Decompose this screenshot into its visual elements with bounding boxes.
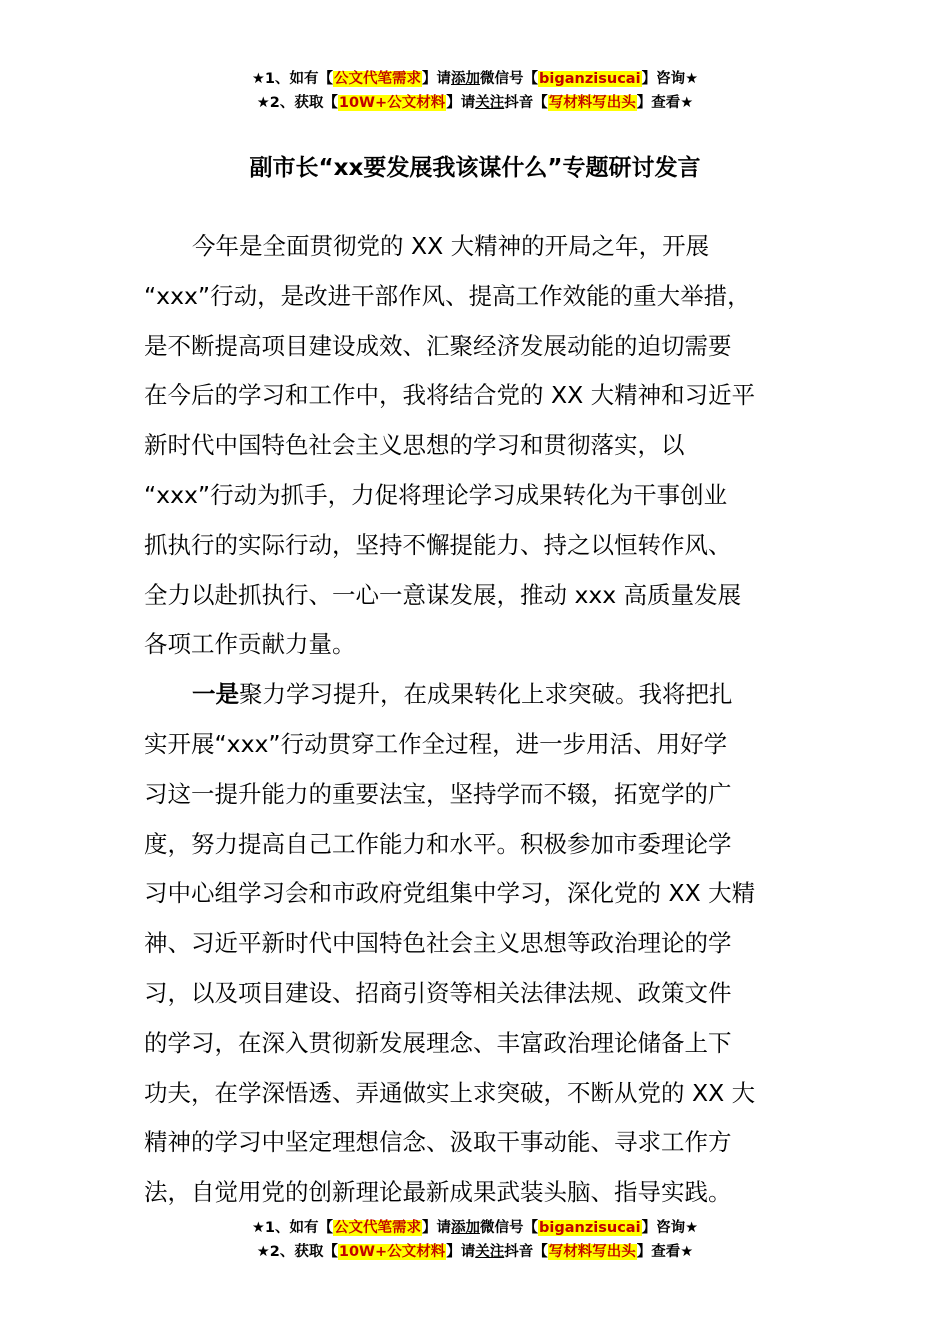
highlight-service: 公文代笔需求	[334, 1220, 422, 1236]
bottom-banner	[0, 1216, 950, 1264]
highlight-douyin-account: 写材料写出头	[548, 95, 636, 111]
text-line: 习这一提升能力的重要法宝，坚持学而不辍，拓宽学的广	[144, 779, 732, 808]
banner-text: 】请	[422, 71, 452, 87]
text-line: 在今后的学习和工作中，我将结合党的 XX 大精神和习近平	[144, 381, 756, 410]
paragraph-1	[144, 222, 810, 670]
paragraph-2	[144, 670, 810, 1218]
banner-line-2	[0, 91, 950, 115]
banner-line-1	[0, 67, 950, 91]
text-line: 新时代中国特色社会主义思想的学习和贯彻落实，以	[144, 431, 685, 460]
text-line: 度，努力提高自己工作能力和水平。积极参加市委理论学	[144, 829, 732, 858]
banner-text: ★2、获取【	[256, 1244, 338, 1260]
paragraph-lead-rest: 聚力学习提升，在成果转化上求突破。我将把扎	[239, 680, 733, 709]
banner-text: 微信号【	[480, 1220, 539, 1236]
banner-line-2	[0, 1240, 950, 1264]
text-line: 各项工作贡献力量。	[144, 630, 356, 659]
highlight-materials: 10W+公文材料	[338, 95, 446, 111]
text-line: 神、习近平新时代中国特色社会主义思想等政治理论的学	[144, 929, 732, 958]
document-title: 副市长“xx要发展我该谋什么”专题研讨发言	[249, 155, 701, 181]
highlight-wechat-id: biganzisucai	[539, 1220, 641, 1236]
underlined-add: 添加	[451, 71, 481, 87]
banner-line-1	[0, 1216, 950, 1240]
banner-text: 】咨询★	[641, 71, 699, 87]
underlined-add: 添加	[451, 1220, 481, 1236]
text-line: “xxx”行动，是改进干部作风、提高工作效能的重大举措，	[144, 281, 751, 310]
text-line	[144, 670, 810, 720]
banner-text: 】查看★	[636, 95, 694, 111]
text-line: 今年是全面贯彻党的 XX 大精神的开局之年，开展	[192, 232, 710, 260]
banner-text: 】咨询★	[641, 1220, 699, 1236]
text-line: 抓执行的实际行动，坚持不懈提能力、持之以恒转作风、	[144, 530, 732, 559]
text-line: 实开展“xxx”行动贯穿工作全过程，进一步用活、用好学	[144, 729, 728, 758]
highlight-materials: 10W+公文材料	[338, 1244, 446, 1260]
underlined-follow: 关注	[475, 1244, 505, 1260]
highlight-service: 公文代笔需求	[334, 71, 422, 87]
text-line: 功夫，在学深悟透、弄通做实上求突破，不断从党的 XX 大	[144, 1078, 756, 1107]
banner-text: 】请	[446, 1244, 476, 1260]
underlined-follow: 关注	[475, 95, 505, 111]
highlight-douyin-account: 写材料写出头	[548, 1244, 636, 1260]
banner-text: ★2、获取【	[256, 95, 338, 111]
text-line: 的学习，在深入贯彻新发展理念、丰富政治理论储备上下	[144, 1028, 732, 1057]
text-line: 是不断提高项目建设成效、汇聚经济发展动能的迫切需要	[144, 331, 732, 360]
paragraph-lead: 一是	[192, 680, 239, 709]
banner-text: 】请	[422, 1220, 452, 1236]
banner-text: ★1、如有【	[251, 1220, 334, 1236]
banner-text: 】查看★	[636, 1244, 694, 1260]
banner-text: 】请	[446, 95, 476, 111]
banner-text: 抖音【	[504, 95, 548, 111]
highlight-wechat-id: biganzisucai	[539, 71, 641, 87]
document-body	[144, 222, 810, 1218]
text-line: “xxx”行动为抓手，力促将理论学习成果转化为干事创业	[144, 480, 728, 509]
text-line: 法，自觉用党的创新理论最新成果武装头脑、指导实践。	[144, 1178, 732, 1207]
top-banner	[0, 67, 950, 115]
banner-text: 微信号【	[480, 71, 539, 87]
text-line: 习，以及项目建设、招商引资等相关法律法规、政策文件	[144, 978, 732, 1007]
text-line: 全力以赴抓执行、一心一意谋发展，推动 xxx 高质量发展	[144, 580, 742, 609]
text-line: 精神的学习中坚定理想信念、汲取干事动能、寻求工作方	[144, 1128, 732, 1157]
text-line: 习中心组学习会和市政府党组集中学习，深化党的 XX 大精	[144, 879, 756, 908]
banner-text: ★1、如有【	[251, 71, 334, 87]
banner-text: 抖音【	[504, 1244, 548, 1260]
